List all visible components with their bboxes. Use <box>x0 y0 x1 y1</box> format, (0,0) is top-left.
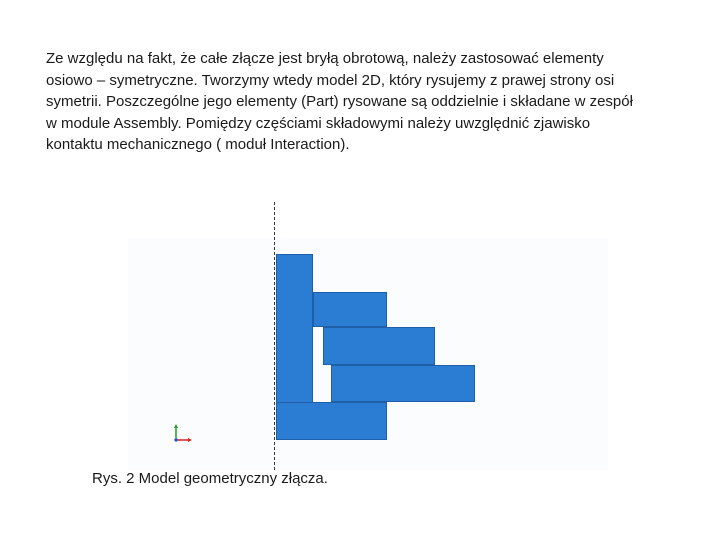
paragraph-line: Ze względu na fakt, że całe złącze jest bryłą obrotową, należy zastosować elementy <box>46 50 604 67</box>
part-lower-bar <box>331 365 475 402</box>
part-middle-block <box>323 327 435 365</box>
paragraph-line: osiowo – symetryczne. Tworzymy wtedy model 2D, który rysujemy z prawej strony osi <box>46 71 615 89</box>
part-bottom-flange <box>276 402 387 440</box>
coordinate-triad-icon <box>168 420 198 444</box>
figure-caption: Rys. 2 Model geometryczny złącza. <box>92 470 328 487</box>
body-paragraph <box>46 48 686 156</box>
part-upper-bar <box>313 292 387 327</box>
symmetry-axis <box>274 202 275 470</box>
paragraph-line: w module Assembly. Pomiędzy częściami składowymi należy uwzględnić zjawisko <box>46 114 591 132</box>
model-figure <box>128 202 608 470</box>
paragraph-line: kontaktu mechanicznego ( moduł Interaction). <box>46 136 350 153</box>
paragraph-line: symetrii. Poszczególne jego elementy (Part) rysowane są oddzielnie i składane w zespół <box>46 93 633 110</box>
